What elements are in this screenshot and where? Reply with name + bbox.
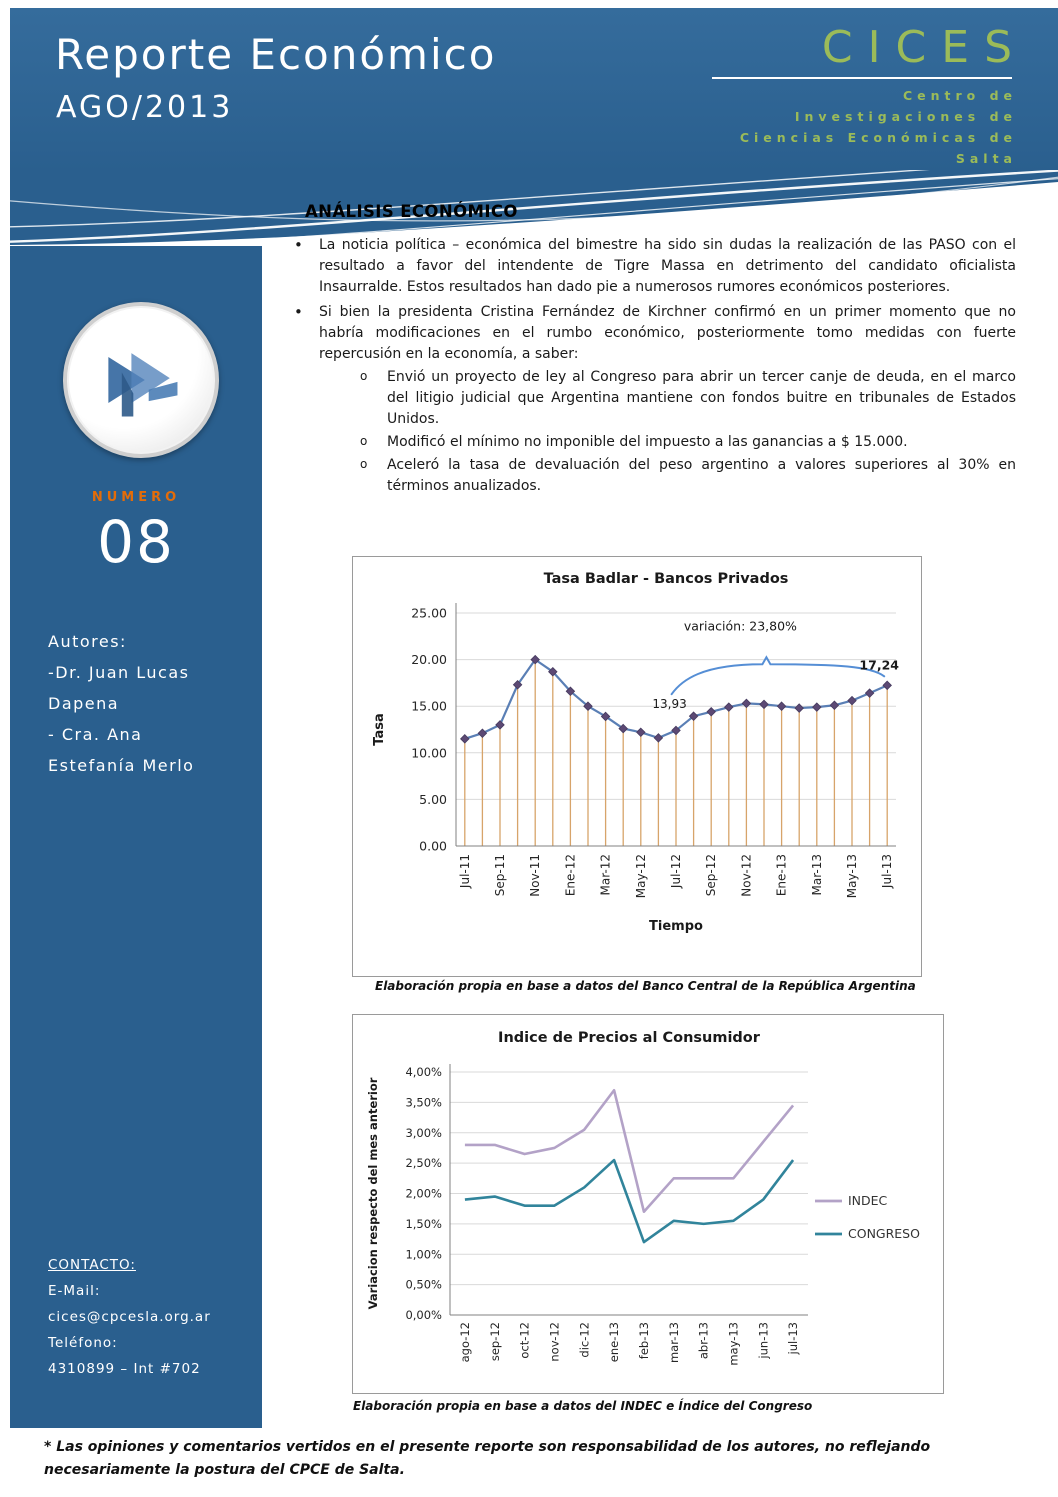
svg-text:0.00: 0.00 [419,838,447,854]
brand-line-1: Centro de [902,88,1017,103]
contacto-label: CONTACTO: [48,1257,136,1273]
sub-bullet-text: Modificó el mínimo no imponible del impuesto a las ganancias a $ 15.000. [387,434,908,450]
svg-text:1,50%: 1,50% [405,1216,442,1231]
sidebar [10,246,262,1428]
autores-line: Autores: [48,632,127,651]
svg-text:Jul-13: Jul-13 [880,854,895,889]
svg-text:4,00%: 4,00% [405,1065,442,1079]
svg-text:3,00%: 3,00% [405,1125,442,1140]
chart2-source-caption: Elaboración propia en base a datos del INDEC e Índice del Congreso [353,1399,813,1413]
report-header [10,8,1058,172]
bullet-text: Si bien la presidenta Cristina Fernández de Kirchner confirmó en un primer momento que no habría modificaciones en el rumbo económico, posteriormente tomo medidas con fuerte repercusión en la economía, a saber: [319,304,1016,362]
svg-text:Ene-12: Ene-12 [563,854,578,897]
svg-text:Tasa Badlar - Bancos Privados: Tasa Badlar - Bancos Privados [543,571,789,587]
autores-line: Estefanía Merlo [48,756,195,775]
svg-text:feb-13: feb-13 [636,1322,651,1360]
svg-text:0,00%: 0,00% [405,1308,442,1322]
svg-text:sep-12: sep-12 [487,1322,502,1362]
svg-text:20.00: 20.00 [411,652,447,668]
bullet-item [286,302,1016,497]
svg-text:15.00: 15.00 [411,698,447,714]
sub-bullet-item [319,432,1016,453]
svg-text:Sep-11: Sep-11 [493,854,507,897]
disclaimer-text: * Las opiniones y comentarios vertidos en el presente reporte son responsabilidad de los autores, no reflejando necesariamente la postura del CPCE de Salta. [44,1439,931,1479]
bullet-list [286,235,1016,497]
contacto-email-label: E-Mail: [48,1283,101,1299]
svg-text:Jul-11: Jul-11 [457,854,472,889]
autores-line: Dapena [48,694,120,713]
report-title: Reporte Económico [55,30,497,79]
badlar-chart-svg [353,557,919,974]
svg-text:abr-13: abr-13 [696,1322,711,1360]
brand-line-3: Ciencias Económicas de [739,130,1017,145]
svg-text:1,00%: 1,00% [405,1247,442,1262]
autores-line: -Dr. Juan Lucas [48,663,190,682]
svg-text:ene-13: ene-13 [607,1322,622,1363]
svg-text:17,24: 17,24 [859,657,899,673]
brand-divider [712,77,1012,79]
svg-text:13,93: 13,93 [652,697,687,712]
autores-block [48,626,246,781]
svg-text:CONGRESO: CONGRESO [848,1226,920,1241]
svg-text:0,50%: 0,50% [405,1277,442,1292]
sub-bullet-list [319,367,1016,497]
svg-text:2,50%: 2,50% [405,1156,442,1171]
sub-bullet-text: Aceleró la tasa de devaluación del peso argentino a valores superiores al 30% en términos anualizados. [387,457,1016,494]
brand-cices: CICES [821,22,1027,73]
svg-text:2,00%: 2,00% [405,1186,442,1201]
sub-bullet-text: Envió un proyecto de ley al Congreso para abrir un tercer canje de deuda, en el marco del litigio judicial que Argentina mantiene con fondos buitre en tribunales de Estados Unidos. [387,369,1016,427]
ipc-chart [352,1014,944,1394]
svg-text:jul-13: jul-13 [786,1322,801,1355]
svg-text:ago-12: ago-12 [457,1322,472,1363]
contacto-email-value: cices@cpcesla.org.ar [48,1309,211,1325]
svg-text:Ene-13: Ene-13 [774,854,789,897]
badlar-chart [352,556,922,977]
svg-text:3,50%: 3,50% [405,1095,442,1110]
svg-text:5.00: 5.00 [419,791,447,807]
ipc-chart-svg [353,1015,941,1391]
svg-text:May-13: May-13 [845,854,859,899]
numero-value: 08 [97,508,175,576]
svg-text:Mar-12: Mar-12 [598,854,613,896]
svg-text:Indice de Precios al Consumido: Indice de Precios al Consumidor [498,1030,760,1046]
contacto-phone-value: 4310899 – Int #702 [48,1361,201,1377]
disclaimer-footer [44,1436,1012,1482]
main-content [286,202,1016,501]
brand-line-2: Investigaciones de [794,109,1017,124]
svg-text:oct-12: oct-12 [517,1322,532,1359]
brand-line-4: Salta [955,151,1017,166]
svg-text:dic-12: dic-12 [577,1322,592,1358]
svg-text:May-12: May-12 [633,854,648,899]
chart1-source-caption: Elaboración propia en base a datos del Banco Central de la República Argentina [375,979,916,993]
brand-block [712,22,1027,174]
svg-text:may-13: may-13 [726,1322,741,1366]
svg-text:nov-12: nov-12 [547,1322,562,1362]
report-month: AGO/2013 [56,90,234,125]
sub-bullet-item [319,455,1016,497]
numero-label: NUMERO [91,490,181,505]
svg-text:variación: 23,80%: variación: 23,80% [683,618,797,634]
svg-text:Jul-12: Jul-12 [669,854,683,889]
svg-text:jun-13: jun-13 [756,1322,771,1359]
svg-text:INDEC: INDEC [848,1193,888,1208]
svg-text:Sep-12: Sep-12 [704,854,719,897]
svg-text:Tasa: Tasa [372,713,387,746]
cpce-logo-mark [93,338,189,422]
sub-bullet-item [319,367,1016,430]
svg-text:25.00: 25.00 [411,605,447,621]
svg-text:Tiempo: Tiempo [649,919,703,934]
autores-line: - Cra. Ana [48,725,143,744]
svg-text:Nov-11: Nov-11 [528,854,543,897]
contacto-block [48,1252,250,1382]
bullet-item [286,235,1016,298]
svg-text:10.00: 10.00 [411,745,447,761]
svg-text:mar-13: mar-13 [666,1322,681,1364]
contacto-phone-label: Teléfono: [48,1335,118,1351]
svg-text:Variacion respecto del mes ant: Variacion respecto del mes anterior [366,1077,380,1310]
svg-text:Nov-12: Nov-12 [739,854,754,897]
svg-text:Mar-13: Mar-13 [809,854,824,896]
bullet-text: La noticia política – económica del bimestre ha sido sin dudas la realización de las PASO con el resultado a favor del intendente de Tigre Massa en detrimento del candidato oficialista Insaurralde. Estos resultados han dado pie a numerosos rumores económicos posteriores. [319,237,1016,295]
section-heading: ANÁLISIS ECONÓMICO [305,202,518,221]
cpce-logo [63,302,219,458]
